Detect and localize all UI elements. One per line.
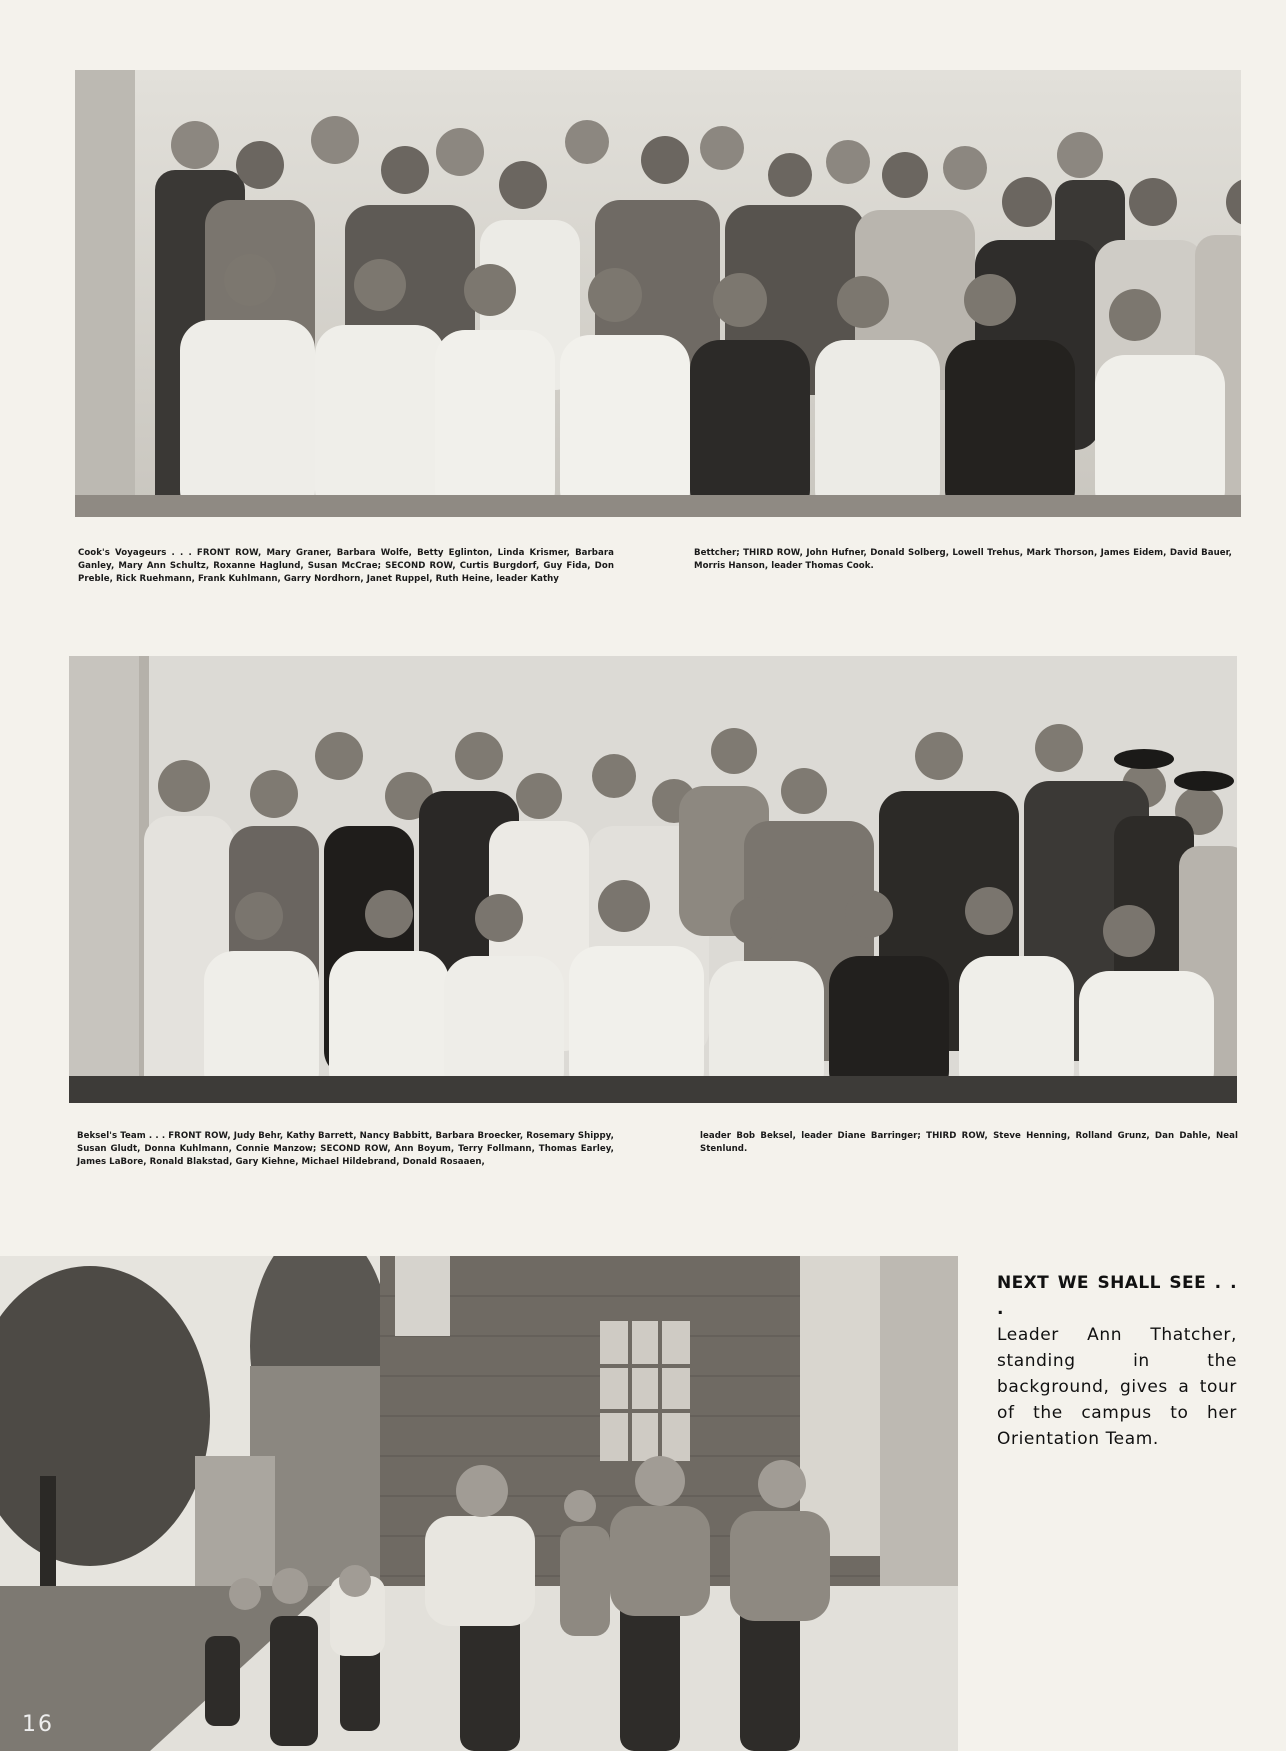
page-number: 16 bbox=[22, 1712, 54, 1737]
campus-tour-illustration bbox=[0, 1256, 958, 1751]
caption-body: Leader Ann Thatcher, standing in the background, gives a tour of the campus to her Orientation Team. bbox=[997, 1325, 1237, 1449]
group-photo-cooks-voyageurs bbox=[75, 70, 1241, 517]
group-name: Beksel's Team bbox=[77, 1131, 146, 1141]
group-photo-beksels-team bbox=[69, 656, 1237, 1103]
caption-headline: NEXT WE SHALL SEE . . . bbox=[997, 1273, 1237, 1319]
caption-text: Bettcher; THIRD ROW, John Hufner, Donald Solberg, Lowell Trehus, Mark Thorson, James Eidem, David Bauer, Morris Hanson, leader Thomas Cook. bbox=[694, 548, 1232, 571]
ellipsis: . . . bbox=[145, 1131, 169, 1141]
caption-text: FRONT ROW, Mary Graner, Barbara Wolfe, Betty Eglinton, Linda Krismer, Barbara Ganley, Mary Ann Schultz, Roxanne Haglund, Susan McCrae; SECOND ROW, Curtis Burgdorf, Guy Fida, Don Preble, Rick Ruehmann, Frank Kuhlmann, Garry Nordhorn, Janet Ruppel, Ruth Heine, leader Kathy bbox=[78, 548, 614, 584]
campus-tour-photo bbox=[0, 1256, 958, 1751]
group-photo-illustration bbox=[75, 70, 1241, 517]
caption-beksels-team-col2 bbox=[700, 1130, 1238, 1156]
group-name: Cook's Voyageurs bbox=[78, 548, 167, 558]
caption-cooks-voyageurs-col1 bbox=[78, 547, 614, 586]
photo-caption-block bbox=[997, 1270, 1237, 1452]
caption-beksels-team-col1 bbox=[77, 1130, 614, 1169]
caption-text: leader Bob Beksel, leader Diane Barringer; THIRD ROW, Steve Henning, Rolland Grunz, Dan Dahle, Neal Stenlund. bbox=[700, 1131, 1238, 1154]
caption-cooks-voyageurs-col2 bbox=[694, 547, 1232, 573]
group-photo-illustration bbox=[69, 656, 1237, 1103]
ellipsis: . . . bbox=[166, 548, 197, 558]
caption-text: FRONT ROW, Judy Behr, Kathy Barrett, Nancy Babbitt, Barbara Broecker, Rosemary Shippy, Susan Gludt, Donna Kuhlmann, Connie Manzow; SECOND ROW, Ann Boyum, Terry Follmann, Thomas Earley, James LaBore, Ronald Blakstad, Gary Kiehne, Michael Hildebrand, Donald Rosaaen, bbox=[77, 1131, 614, 1167]
